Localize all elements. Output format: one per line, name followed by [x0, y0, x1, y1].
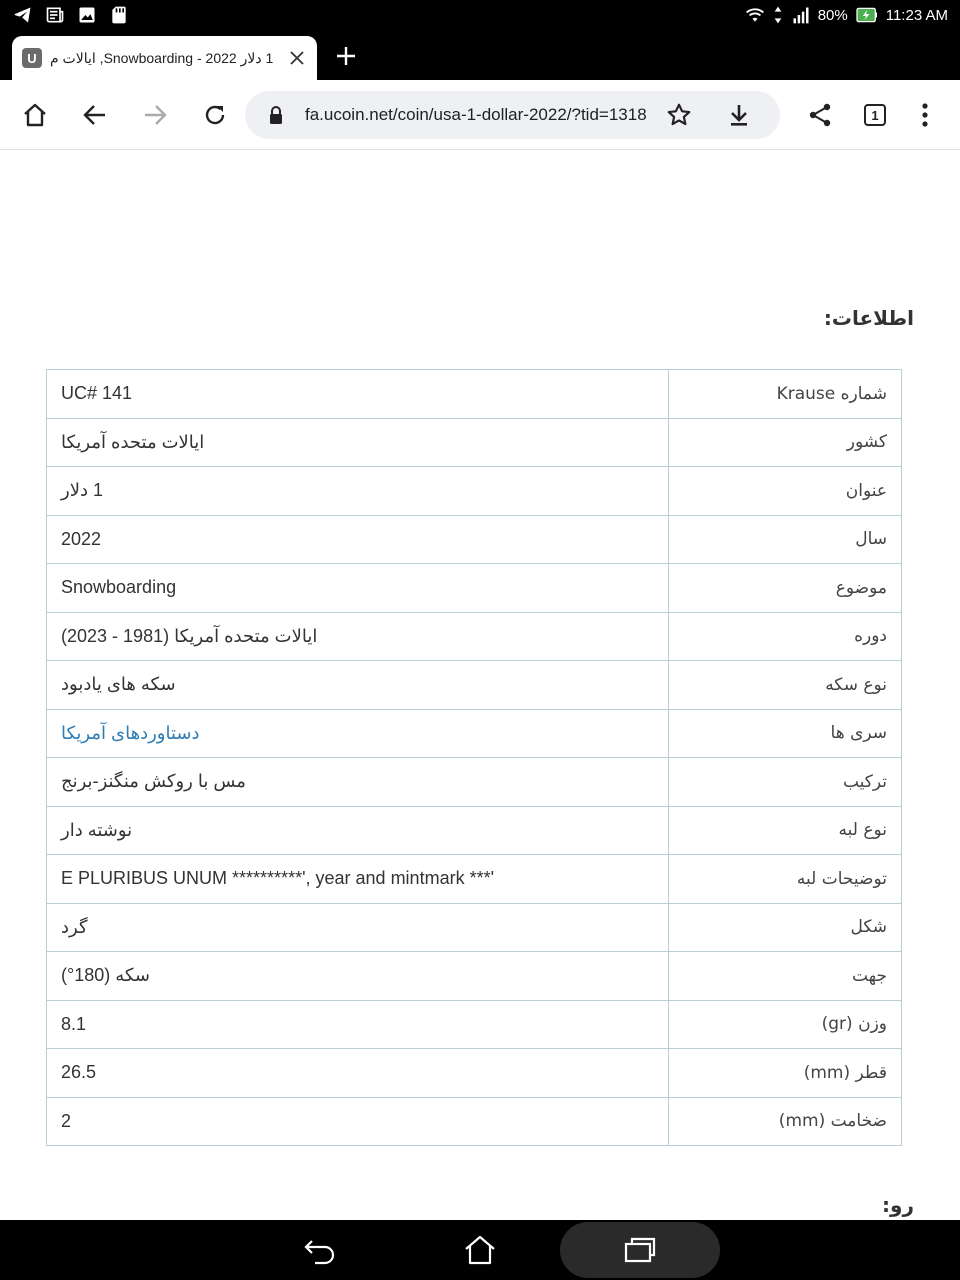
back-button[interactable]: [77, 97, 113, 133]
table-row: [47, 1000, 902, 1049]
more-vertical-icon: [921, 102, 929, 128]
obverse-heading: رو:: [882, 1193, 914, 1217]
battery-charging-icon: [854, 4, 880, 26]
table-row: [47, 1049, 902, 1098]
arrow-right-icon: [142, 102, 168, 128]
table-row: [47, 467, 902, 516]
signal-icon: [790, 4, 812, 26]
info-label: کشور: [669, 418, 902, 467]
table-row: [47, 903, 902, 952]
info-value: مس با روکش منگنز-برنج: [47, 758, 669, 807]
home-icon: [463, 1234, 497, 1266]
share-button[interactable]: [802, 97, 838, 133]
info-value: 1 دلار: [47, 467, 669, 516]
info-value: ایالات متحده آمریکا: [47, 418, 669, 467]
reload-button[interactable]: [197, 97, 233, 133]
info-label: دوره: [669, 612, 902, 661]
info-label: وزن (gr): [669, 1000, 902, 1049]
info-value: [47, 709, 669, 758]
info-label: ترکیب: [669, 758, 902, 807]
image-icon: [76, 4, 98, 26]
info-label: نوع سکه: [669, 661, 902, 710]
forward-button[interactable]: [137, 97, 173, 133]
wifi-icon: [744, 4, 766, 26]
info-label: شکل: [669, 903, 902, 952]
favicon: U: [22, 48, 42, 68]
table-row: [47, 515, 902, 564]
table-row: [47, 855, 902, 904]
download-icon[interactable]: [725, 101, 753, 129]
tab-count: 1: [864, 104, 886, 126]
info-label: قطر (mm): [669, 1049, 902, 1098]
home-nav-button[interactable]: [462, 1232, 498, 1268]
table-row: [47, 661, 902, 710]
coin-info-table: [46, 369, 902, 1146]
home-button[interactable]: [17, 97, 53, 133]
series-link[interactable]: دستاوردهای آمریکا: [61, 722, 200, 743]
info-label: نوع لبه: [669, 806, 902, 855]
info-label: سری ها: [669, 709, 902, 758]
info-value: 2: [47, 1097, 669, 1146]
system-nav-bar: [0, 1220, 960, 1280]
tab-strip: [0, 32, 960, 80]
info-value: Snowboarding: [47, 564, 669, 613]
menu-button[interactable]: [907, 97, 943, 133]
clock: 11:23 AM: [885, 6, 948, 24]
table-row: [47, 1097, 902, 1146]
url-text[interactable]: fa.ucoin.net/coin/usa-1-dollar-2022/?tid=1318: [305, 105, 647, 124]
browser-toolbar: [0, 80, 960, 150]
info-value: نوشته دار: [47, 806, 669, 855]
table-row: [47, 806, 902, 855]
info-value: E PLURIBUS UNUM **********', year and mintmark ***': [47, 855, 669, 904]
recents-nav-button[interactable]: [622, 1232, 658, 1268]
info-label: موضوع: [669, 564, 902, 613]
table-row: [47, 952, 902, 1001]
table-row: [47, 758, 902, 807]
address-bar[interactable]: [245, 91, 780, 139]
info-value: UC# 141: [47, 370, 669, 419]
page-content: [0, 151, 960, 1220]
back-icon: [303, 1235, 337, 1265]
info-label: شماره Krause: [669, 370, 902, 419]
info-heading: اطلاعات:: [823, 306, 914, 330]
info-value: 8.1: [47, 1000, 669, 1049]
tab-title: 1 دلار 2022 - Snowboarding, ایالات م: [50, 49, 274, 66]
reload-icon: [202, 102, 228, 128]
info-value: ایالات متحده آمریکا (1981 - 2023): [47, 612, 669, 661]
share-icon: [807, 102, 833, 128]
status-bar: [0, 0, 960, 32]
arrow-left-icon: [82, 102, 108, 128]
battery-percent: 80%: [817, 6, 848, 24]
table-row: [47, 418, 902, 467]
info-label: جهت: [669, 952, 902, 1001]
table-row: [47, 709, 902, 758]
info-label: ضخامت (mm): [669, 1097, 902, 1146]
plus-icon: [336, 46, 356, 66]
new-tab-button[interactable]: [334, 44, 358, 68]
info-label: عنوان: [669, 467, 902, 516]
sd-card-icon: [108, 4, 130, 26]
lock-icon[interactable]: [265, 104, 287, 126]
bookmark-star-icon[interactable]: [665, 101, 693, 129]
news-icon: [44, 4, 66, 26]
info-value: 2022: [47, 515, 669, 564]
back-nav-button[interactable]: [302, 1232, 338, 1268]
info-label: سال: [669, 515, 902, 564]
close-tab-icon[interactable]: [287, 48, 307, 68]
tab-switcher-button[interactable]: [857, 97, 893, 133]
info-label: توضیحات لبه: [669, 855, 902, 904]
info-value: گرد: [47, 903, 669, 952]
browser-tab[interactable]: [12, 36, 317, 80]
table-row: [47, 564, 902, 613]
home-icon: [21, 101, 49, 129]
info-value: سکه (180°): [47, 952, 669, 1001]
telegram-icon: [12, 4, 34, 26]
table-row: [47, 370, 902, 419]
info-value: 26.5: [47, 1049, 669, 1098]
info-value: سکه های یادبود: [47, 661, 669, 710]
data-arrows-icon: [772, 4, 784, 26]
table-row: [47, 612, 902, 661]
recents-icon: [623, 1235, 657, 1265]
